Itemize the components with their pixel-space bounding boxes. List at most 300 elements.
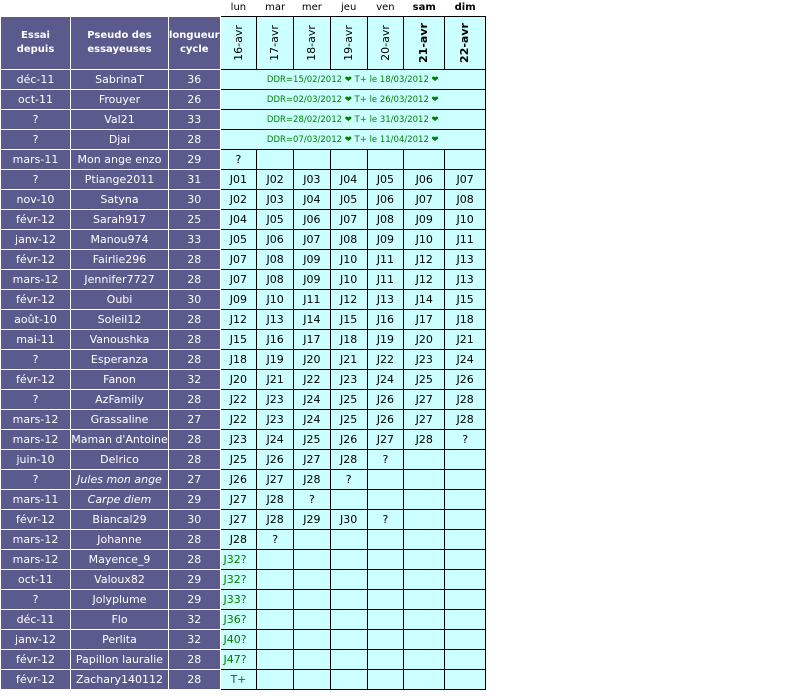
day-cell bbox=[404, 530, 445, 550]
day-cell: J02 bbox=[257, 170, 294, 190]
date-label: 20-avr bbox=[378, 25, 392, 61]
essai-depuis-cell: ? bbox=[1, 130, 71, 150]
day-cell bbox=[294, 550, 331, 570]
day-cell: J07 bbox=[404, 190, 445, 210]
day-label: mar bbox=[257, 0, 294, 17]
day-cell: J01 bbox=[220, 170, 257, 190]
day-cell: J47? bbox=[220, 650, 257, 670]
day-cell bbox=[330, 670, 367, 690]
day-cell: J09 bbox=[294, 270, 331, 290]
day-cell bbox=[367, 570, 404, 590]
day-cell: J22 bbox=[294, 370, 331, 390]
day-cell bbox=[294, 650, 331, 670]
day-cell: J13 bbox=[257, 310, 294, 330]
essai-depuis-cell: juin-10 bbox=[1, 450, 71, 470]
table-row bbox=[1, 430, 486, 450]
day-cell: J13 bbox=[367, 290, 404, 310]
cycle-length-cell: 28 bbox=[169, 270, 221, 290]
cycle-length-cell: 28 bbox=[169, 670, 221, 690]
day-cell: ? bbox=[294, 490, 331, 510]
day-cell: J12 bbox=[330, 290, 367, 310]
day-cell: J20 bbox=[220, 370, 257, 390]
day-cell bbox=[404, 470, 445, 490]
day-cell bbox=[367, 630, 404, 650]
day-cell bbox=[367, 550, 404, 570]
day-cell: J20 bbox=[294, 350, 331, 370]
day-cell bbox=[445, 590, 486, 610]
day-cell: J06 bbox=[367, 190, 404, 210]
day-cell: J19 bbox=[367, 330, 404, 350]
day-cell: J32? bbox=[220, 550, 257, 570]
day-cell bbox=[367, 530, 404, 550]
essai-depuis-cell: ? bbox=[1, 110, 71, 130]
day-cell: J23 bbox=[220, 430, 257, 450]
pseudo-cell: SabrinaT bbox=[71, 70, 169, 90]
day-cell: J03 bbox=[257, 190, 294, 210]
day-cell bbox=[367, 610, 404, 630]
pseudo-cell: Jolyplume bbox=[71, 590, 169, 610]
day-cell: J13 bbox=[445, 250, 486, 270]
pseudo-cell: Valoux82 bbox=[71, 570, 169, 590]
table-row bbox=[1, 90, 486, 110]
day-cell: J05 bbox=[220, 230, 257, 250]
day-cell: J27 bbox=[404, 410, 445, 430]
day-cell bbox=[445, 550, 486, 570]
day-cell: J21 bbox=[330, 350, 367, 370]
day-cell bbox=[294, 590, 331, 610]
day-cell bbox=[330, 610, 367, 630]
day-cell: J11 bbox=[367, 250, 404, 270]
day-cell: J26 bbox=[220, 470, 257, 490]
pseudo-cell: Frouyer bbox=[71, 90, 169, 110]
table-row bbox=[1, 190, 486, 210]
cycle-length-cell: 28 bbox=[169, 310, 221, 330]
day-cell: J15 bbox=[220, 330, 257, 350]
cycle-length-cell: 32 bbox=[169, 630, 221, 650]
day-cell: J09 bbox=[404, 210, 445, 230]
day-cell: J21 bbox=[445, 330, 486, 350]
day-cell: J21 bbox=[257, 370, 294, 390]
day-cell: J25 bbox=[220, 450, 257, 470]
day-cell: J40? bbox=[220, 630, 257, 650]
day-cell: J28 bbox=[257, 510, 294, 530]
cycle-length-cell: 30 bbox=[169, 510, 221, 530]
day-cell: J12 bbox=[220, 310, 257, 330]
day-cell bbox=[445, 530, 486, 550]
day-cell bbox=[445, 670, 486, 690]
day-cell: J08 bbox=[330, 230, 367, 250]
day-cell: J13 bbox=[445, 270, 486, 290]
day-cell: J23 bbox=[257, 410, 294, 430]
date-header bbox=[257, 17, 294, 70]
cycle-length-cell: 28 bbox=[169, 550, 221, 570]
day-cell bbox=[294, 570, 331, 590]
day-cell: J27 bbox=[257, 470, 294, 490]
pseudo-cell: Esperanza bbox=[71, 350, 169, 370]
pseudo-cell: Sarah917 bbox=[71, 210, 169, 230]
table-row bbox=[1, 290, 486, 310]
day-cell bbox=[330, 630, 367, 650]
date-header bbox=[294, 17, 331, 70]
day-cell: J22 bbox=[367, 350, 404, 370]
day-cell: J08 bbox=[257, 270, 294, 290]
essai-depuis-cell: mars-12 bbox=[1, 410, 71, 430]
day-cell: J07 bbox=[330, 210, 367, 230]
essai-depuis-cell: févr-12 bbox=[1, 290, 71, 310]
table-row bbox=[1, 170, 486, 190]
essai-depuis-cell: janv-12 bbox=[1, 630, 71, 650]
day-cell: J20 bbox=[404, 330, 445, 350]
essai-depuis-cell: févr-12 bbox=[1, 210, 71, 230]
table-row bbox=[1, 310, 486, 330]
pseudo-cell: Fanon bbox=[71, 370, 169, 390]
pseudo-cell: Val21 bbox=[71, 110, 169, 130]
day-cell: J17 bbox=[404, 310, 445, 330]
day-cell bbox=[367, 590, 404, 610]
day-cell bbox=[445, 630, 486, 650]
table-row bbox=[1, 650, 486, 670]
cycle-length-cell: 27 bbox=[169, 470, 221, 490]
day-cell: J26 bbox=[445, 370, 486, 390]
day-cell: J06 bbox=[257, 230, 294, 250]
pseudo-cell: AzFamily bbox=[71, 390, 169, 410]
day-cell bbox=[445, 510, 486, 530]
essai-depuis-cell: mars-12 bbox=[1, 550, 71, 570]
day-cell bbox=[367, 150, 404, 170]
day-cell bbox=[404, 490, 445, 510]
day-cell bbox=[445, 650, 486, 670]
cycle-length-cell: 33 bbox=[169, 230, 221, 250]
day-cell: ? bbox=[367, 510, 404, 530]
day-cell bbox=[445, 610, 486, 630]
essai-depuis-cell: déc-11 bbox=[1, 70, 71, 90]
cycle-length-cell: 29 bbox=[169, 490, 221, 510]
day-label-row bbox=[1, 0, 486, 17]
day-cell: J04 bbox=[220, 210, 257, 230]
day-cell bbox=[367, 670, 404, 690]
day-label: jeu bbox=[330, 0, 367, 17]
blank-cell bbox=[1, 0, 71, 17]
day-cell: J23 bbox=[404, 350, 445, 370]
day-cell: J10 bbox=[330, 250, 367, 270]
day-cell: J24 bbox=[367, 370, 404, 390]
table-row bbox=[1, 210, 486, 230]
cycle-length-cell: 28 bbox=[169, 450, 221, 470]
day-cell bbox=[330, 570, 367, 590]
table-row bbox=[1, 110, 486, 130]
day-cell: J30 bbox=[330, 510, 367, 530]
date-header bbox=[330, 17, 367, 70]
day-cell bbox=[367, 470, 404, 490]
table-row bbox=[1, 610, 486, 630]
cycle-length-cell: 30 bbox=[169, 290, 221, 310]
day-cell bbox=[257, 630, 294, 650]
day-label: ven bbox=[367, 0, 404, 17]
date-label: 18-avr bbox=[304, 25, 318, 61]
day-cell: J10 bbox=[257, 290, 294, 310]
day-cell: J10 bbox=[330, 270, 367, 290]
day-cell: J27 bbox=[220, 510, 257, 530]
day-label: mer bbox=[294, 0, 331, 17]
day-cell: T+ bbox=[220, 670, 257, 690]
day-cell bbox=[445, 490, 486, 510]
day-cell: J22 bbox=[220, 390, 257, 410]
pseudo-cell: Fairlie296 bbox=[71, 250, 169, 270]
essai-depuis-cell: janv-12 bbox=[1, 230, 71, 250]
header-row bbox=[1, 17, 486, 70]
cycle-length-cell: 32 bbox=[169, 370, 221, 390]
pseudo-cell: Biancal29 bbox=[71, 510, 169, 530]
day-cell: J04 bbox=[330, 170, 367, 190]
pseudo-cell: Oubi bbox=[71, 290, 169, 310]
day-cell bbox=[257, 590, 294, 610]
table-row bbox=[1, 350, 486, 370]
day-cell: ? bbox=[330, 470, 367, 490]
day-cell: J25 bbox=[404, 370, 445, 390]
cycle-length-cell: 26 bbox=[169, 90, 221, 110]
day-label: sam bbox=[404, 0, 445, 17]
day-cell: J26 bbox=[367, 390, 404, 410]
date-label: 16-avr bbox=[231, 25, 245, 61]
day-cell: J27 bbox=[404, 390, 445, 410]
day-cell bbox=[445, 450, 486, 470]
day-cell: J09 bbox=[220, 290, 257, 310]
day-cell: J12 bbox=[404, 250, 445, 270]
day-cell: J02 bbox=[220, 190, 257, 210]
date-header bbox=[367, 17, 404, 70]
table-row bbox=[1, 590, 486, 610]
essai-depuis-cell: ? bbox=[1, 350, 71, 370]
cycle-length-cell: 28 bbox=[169, 650, 221, 670]
table-row bbox=[1, 630, 486, 650]
ddr-note-cell: DDR=02/03/2012 ❤ T+ le 26/03/2012 ❤ bbox=[220, 90, 486, 110]
day-cell: J24 bbox=[294, 390, 331, 410]
day-cell: ? bbox=[367, 450, 404, 470]
pseudo-cell: Johanne bbox=[71, 530, 169, 550]
pseudo-cell: Vanoushka bbox=[71, 330, 169, 350]
table-row bbox=[1, 670, 486, 690]
essai-depuis-cell: ? bbox=[1, 470, 71, 490]
day-cell bbox=[404, 550, 445, 570]
day-cell: J26 bbox=[367, 410, 404, 430]
essai-depuis-cell: oct-11 bbox=[1, 570, 71, 590]
blank-cell bbox=[71, 0, 169, 17]
cycle-length-cell: 31 bbox=[169, 170, 221, 190]
cycle-length-cell: 29 bbox=[169, 570, 221, 590]
day-cell: J17 bbox=[294, 330, 331, 350]
day-cell: J26 bbox=[257, 450, 294, 470]
essai-depuis-cell: févr-12 bbox=[1, 370, 71, 390]
pseudo-cell: Zachary140112 bbox=[71, 670, 169, 690]
day-cell: J14 bbox=[294, 310, 331, 330]
date-label: 21-avr bbox=[417, 23, 431, 63]
day-cell bbox=[257, 150, 294, 170]
day-cell: J27 bbox=[294, 450, 331, 470]
essai-depuis-cell: mai-11 bbox=[1, 330, 71, 350]
cycle-length-cell: 33 bbox=[169, 110, 221, 130]
day-cell: J03 bbox=[294, 170, 331, 190]
day-cell: J28 bbox=[445, 410, 486, 430]
cycle-length-cell: 27 bbox=[169, 410, 221, 430]
day-cell bbox=[294, 610, 331, 630]
pseudo-cell: Grassaline bbox=[71, 410, 169, 430]
cycle-length-cell: 29 bbox=[169, 590, 221, 610]
day-cell bbox=[367, 650, 404, 670]
essai-depuis-cell: févr-12 bbox=[1, 670, 71, 690]
cycle-length-cell: 28 bbox=[169, 130, 221, 150]
essai-depuis-cell: ? bbox=[1, 590, 71, 610]
day-cell bbox=[404, 450, 445, 470]
day-cell bbox=[330, 530, 367, 550]
day-cell: J09 bbox=[367, 230, 404, 250]
essai-depuis-cell: oct-11 bbox=[1, 90, 71, 110]
pseudo-cell: Delrico bbox=[71, 450, 169, 470]
date-header bbox=[220, 17, 257, 70]
pseudo-cell: Papillon lauralie bbox=[71, 650, 169, 670]
cycle-length-cell: 28 bbox=[169, 530, 221, 550]
day-cell: J28 bbox=[445, 390, 486, 410]
day-cell: J07 bbox=[445, 170, 486, 190]
table-row bbox=[1, 450, 486, 470]
date-header bbox=[404, 17, 445, 70]
day-cell: J26 bbox=[330, 430, 367, 450]
day-cell: J12 bbox=[404, 270, 445, 290]
day-cell bbox=[294, 150, 331, 170]
day-cell: J05 bbox=[367, 170, 404, 190]
essai-depuis-cell: ? bbox=[1, 170, 71, 190]
day-cell bbox=[330, 590, 367, 610]
day-cell: J27 bbox=[220, 490, 257, 510]
day-cell bbox=[404, 510, 445, 530]
pseudo-cell: Jennifer7727 bbox=[71, 270, 169, 290]
table-row bbox=[1, 370, 486, 390]
pseudo-cell: Mayence_9 bbox=[71, 550, 169, 570]
day-cell: J18 bbox=[220, 350, 257, 370]
pseudo-cell: Jules mon ange bbox=[71, 470, 169, 490]
date-label: 17-avr bbox=[268, 25, 282, 61]
day-cell: J25 bbox=[294, 430, 331, 450]
table-row bbox=[1, 330, 486, 350]
table-row bbox=[1, 490, 486, 510]
table-row bbox=[1, 250, 486, 270]
day-cell: J23 bbox=[330, 370, 367, 390]
essai-depuis-cell: nov-10 bbox=[1, 190, 71, 210]
day-cell: J10 bbox=[445, 210, 486, 230]
pseudo-cell: Mon ange enzo bbox=[71, 150, 169, 170]
day-cell: ? bbox=[445, 430, 486, 450]
day-cell: J08 bbox=[367, 210, 404, 230]
cycle-length-cell: 30 bbox=[169, 190, 221, 210]
pseudo-cell: Perlita bbox=[71, 630, 169, 650]
table-row bbox=[1, 470, 486, 490]
cycle-length-cell: 25 bbox=[169, 210, 221, 230]
day-cell: J15 bbox=[330, 310, 367, 330]
day-cell: J06 bbox=[294, 210, 331, 230]
ddr-note-cell: DDR=28/02/2012 ❤ T+ le 31/03/2012 ❤ bbox=[220, 110, 486, 130]
day-cell bbox=[404, 150, 445, 170]
day-cell: J28 bbox=[404, 430, 445, 450]
table-row bbox=[1, 130, 486, 150]
day-cell: J32? bbox=[220, 570, 257, 590]
table-row bbox=[1, 550, 486, 570]
day-cell bbox=[404, 610, 445, 630]
cycle-length-cell: 28 bbox=[169, 250, 221, 270]
day-cell: J28 bbox=[220, 530, 257, 550]
date-label: 19-avr bbox=[341, 25, 355, 61]
day-cell bbox=[404, 590, 445, 610]
day-cell bbox=[404, 630, 445, 650]
day-cell: J08 bbox=[445, 190, 486, 210]
day-cell: J22 bbox=[220, 410, 257, 430]
date-header bbox=[445, 17, 486, 70]
day-cell: J04 bbox=[294, 190, 331, 210]
header-essai-depuis: Essai depuis bbox=[1, 17, 71, 70]
pseudo-cell: Maman d'Antoine bbox=[71, 430, 169, 450]
ddr-note-cell: DDR=07/03/2012 ❤ T+ le 11/04/2012 ❤ bbox=[220, 130, 486, 150]
day-label: dim bbox=[445, 0, 486, 17]
day-cell bbox=[445, 470, 486, 490]
day-cell bbox=[257, 570, 294, 590]
day-cell: J24 bbox=[445, 350, 486, 370]
day-cell bbox=[404, 570, 445, 590]
day-cell bbox=[404, 670, 445, 690]
table-row bbox=[1, 150, 486, 170]
ddr-note-cell: DDR=15/02/2012 ❤ T+ le 18/03/2012 ❤ bbox=[220, 70, 486, 90]
day-cell: J07 bbox=[294, 230, 331, 250]
day-cell: J14 bbox=[404, 290, 445, 310]
day-cell: J16 bbox=[257, 330, 294, 350]
day-cell bbox=[294, 670, 331, 690]
table-row bbox=[1, 270, 486, 290]
essai-depuis-cell: mars-11 bbox=[1, 490, 71, 510]
day-cell bbox=[294, 530, 331, 550]
cycle-length-cell: 36 bbox=[169, 70, 221, 90]
pseudo-cell: Soleil12 bbox=[71, 310, 169, 330]
day-cell: J19 bbox=[257, 350, 294, 370]
table-row bbox=[1, 410, 486, 430]
table-row bbox=[1, 390, 486, 410]
cycle-length-cell: 28 bbox=[169, 390, 221, 410]
day-cell: J16 bbox=[367, 310, 404, 330]
table-row bbox=[1, 70, 486, 90]
pseudo-cell: Djai bbox=[71, 130, 169, 150]
date-label: 22-avr bbox=[458, 23, 472, 63]
essai-depuis-cell: févr-12 bbox=[1, 650, 71, 670]
day-cell bbox=[330, 150, 367, 170]
day-cell bbox=[330, 550, 367, 570]
day-cell: J11 bbox=[445, 230, 486, 250]
day-cell: J25 bbox=[330, 410, 367, 430]
day-cell: J11 bbox=[294, 290, 331, 310]
cycle-length-cell: 28 bbox=[169, 350, 221, 370]
essai-depuis-cell: ? bbox=[1, 390, 71, 410]
header-longueur-cycle: longueur cycle bbox=[169, 17, 221, 70]
day-cell: J28 bbox=[294, 470, 331, 490]
day-cell: J05 bbox=[257, 210, 294, 230]
essai-depuis-cell: mars-12 bbox=[1, 530, 71, 550]
day-cell: J25 bbox=[330, 390, 367, 410]
day-cell bbox=[257, 670, 294, 690]
day-cell: ? bbox=[220, 150, 257, 170]
blank-cell bbox=[169, 0, 221, 17]
pseudo-cell: Satyna bbox=[71, 190, 169, 210]
essai-depuis-cell: mars-12 bbox=[1, 430, 71, 450]
day-cell: ? bbox=[257, 530, 294, 550]
essai-depuis-cell: févr-12 bbox=[1, 250, 71, 270]
day-cell: J24 bbox=[294, 410, 331, 430]
pseudo-cell: Ptiange2011 bbox=[71, 170, 169, 190]
day-cell: J10 bbox=[404, 230, 445, 250]
